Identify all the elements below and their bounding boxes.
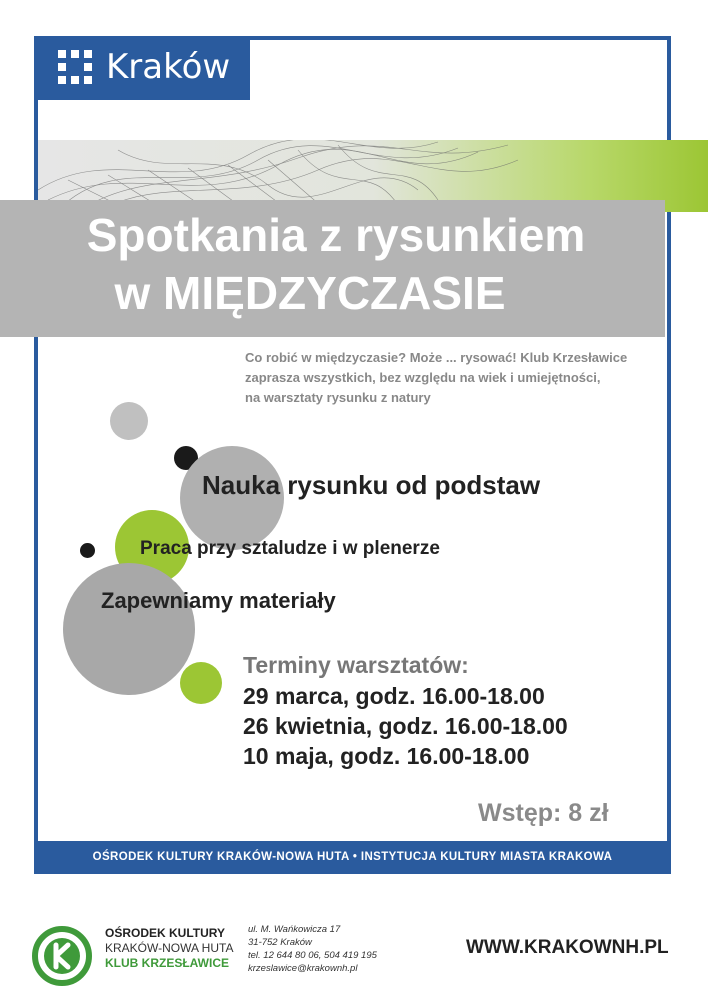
term-date-2: 26 kwietnia, godz. 16.00-18.00 bbox=[243, 713, 568, 739]
footer-bar: OŚRODEK KULTURY KRAKÓW-NOWA HUTA • INSTYTUCJA KULTURY MIASTA KRAKOWA bbox=[34, 841, 671, 874]
poster-title-line2: w MIĘDZYCZASIE bbox=[114, 267, 506, 319]
terms-heading: Terminy warsztatów: bbox=[243, 652, 469, 678]
krakow-logo bbox=[34, 36, 250, 100]
feature-3: Zapewniamy materiały bbox=[101, 588, 336, 613]
term-date-1: 29 marca, godz. 16.00-18.00 bbox=[243, 683, 545, 709]
decor-circle-gray-large bbox=[63, 563, 195, 695]
feature-2: Praca przy sztaludze i w plenerze bbox=[140, 538, 440, 559]
intro-text: Co robić w międzyczasie? Może ... rysować! Klub Krzesławice zaprasza wszystkich, bez względu na wiek i umiejętności, na warsztaty rysunku z natury bbox=[245, 350, 628, 405]
poster-title-line1: Spotkania z rysunkiem bbox=[86, 209, 586, 261]
decor-circle-green-2 bbox=[180, 662, 222, 704]
krakow-grid-icon bbox=[58, 50, 92, 84]
website-link[interactable]: WWW.KRAKOWNH.PL bbox=[466, 937, 669, 958]
address-block: ul. M. Wańkowicza 17 31-752 Kraków tel. 12 644 80 06, 504 419 195 krzeslawice@krakownh.pl bbox=[248, 924, 377, 974]
term-date-3: 10 maja, godz. 16.00-18.00 bbox=[243, 743, 530, 769]
organizer-name: OŚRODEK KULTURY KRAKÓW-NOWA HUTA KLUB KRZESŁAWICE bbox=[105, 926, 234, 970]
logo-text: Kraków bbox=[106, 47, 231, 87]
entry-fee: Wstęp: 8 zł bbox=[478, 799, 609, 827]
decor-circle-gray-small bbox=[110, 402, 148, 440]
organizer-logo-icon bbox=[32, 926, 92, 986]
decor-circle-black-2 bbox=[80, 543, 95, 558]
feature-1: Nauka rysunku od podstaw bbox=[202, 470, 541, 500]
